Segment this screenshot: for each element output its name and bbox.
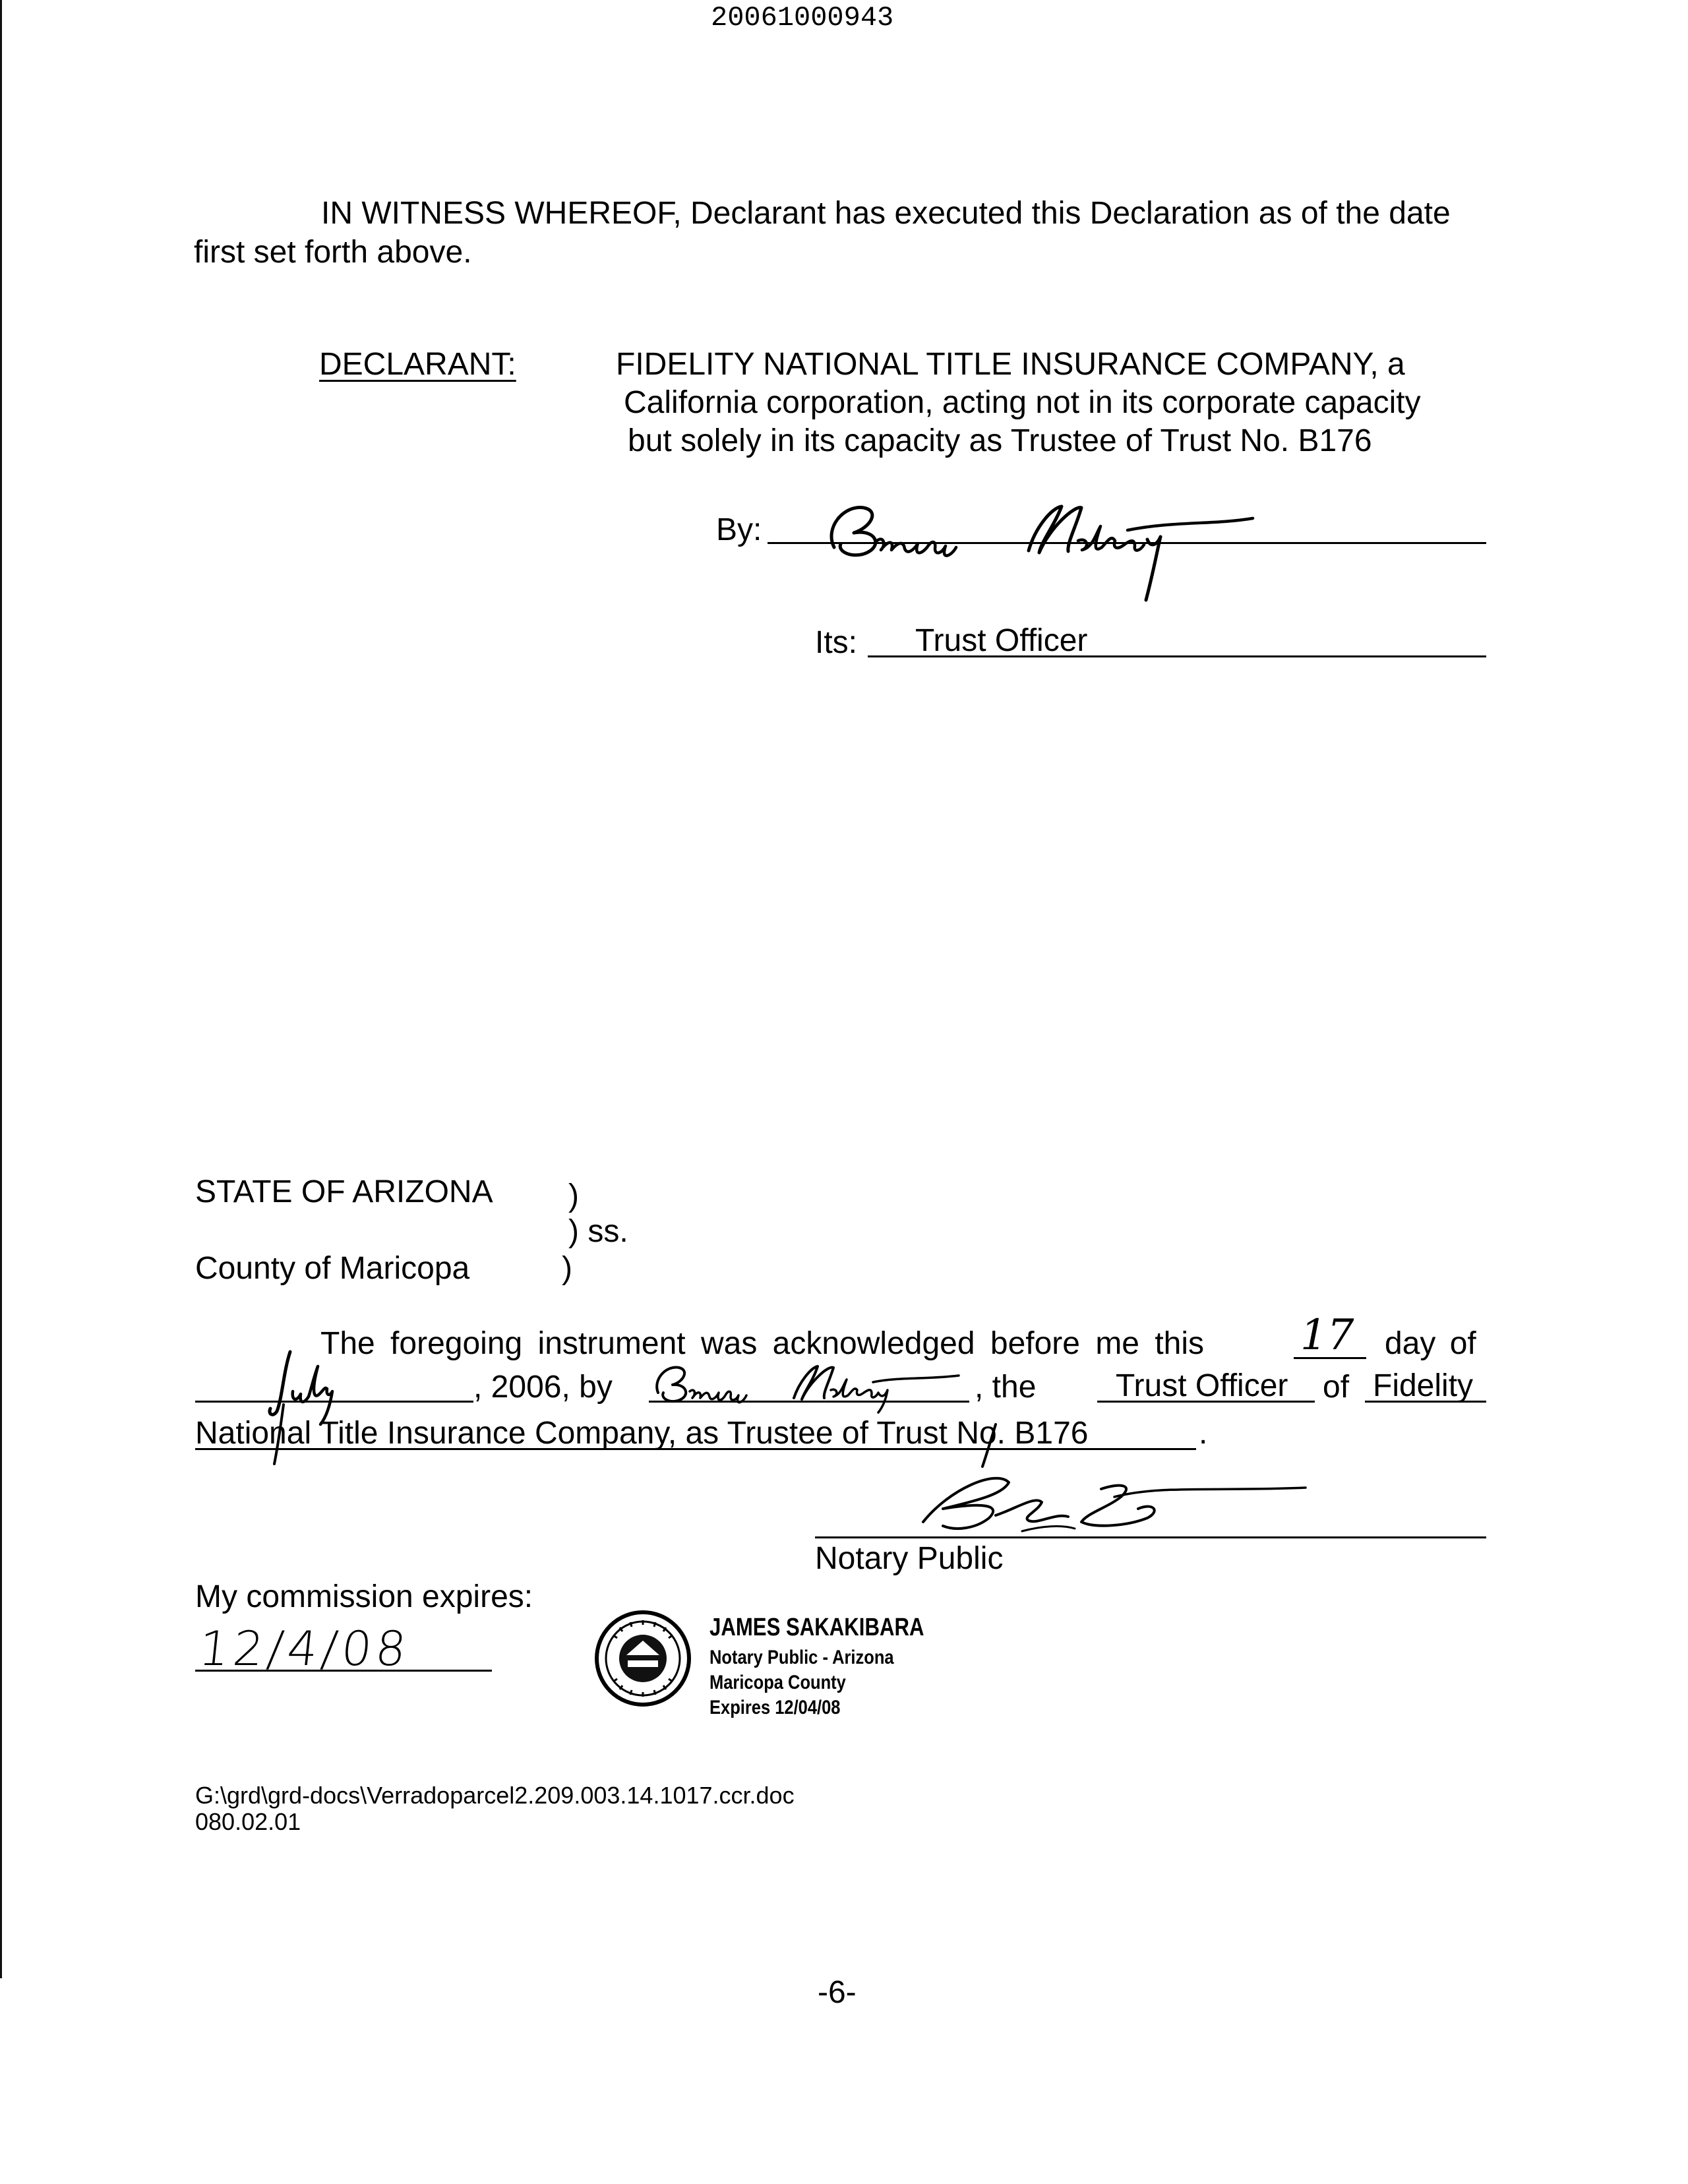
by-label: By: — [716, 512, 762, 547]
declarant-line2: California corporation, acting not in its corporate capacity — [624, 385, 1421, 420]
witness-clause-line1: IN WITNESS WHEREOF, Declarant has executed this Declaration as of the date — [321, 196, 1451, 231]
document-number: 20061000943 — [711, 2, 894, 34]
declarant-line3: but solely in its capacity as Trustee of Trust No. B176 — [628, 423, 1372, 458]
venue-state: STATE OF ARIZONA — [195, 1174, 493, 1209]
commission-date-handwritten: 12/4/08 — [196, 1621, 413, 1676]
ack-line1-end: day of — [1385, 1326, 1476, 1361]
ack-year: , 2006, by — [473, 1370, 613, 1405]
page-number: -6- — [818, 1975, 857, 2010]
venue-paren1: ) — [568, 1178, 579, 1213]
file-code: 080.02.01 — [195, 1808, 301, 1835]
ack-company-start: Fidelity — [1373, 1368, 1474, 1403]
stamp-county: Maricopa County — [709, 1672, 846, 1693]
venue-paren3: ) — [562, 1251, 572, 1286]
day-value-handwritten: 17 — [1300, 1311, 1354, 1360]
arizona-seal-icon — [593, 1609, 692, 1708]
declarant-line1: FIDELITY NATIONAL TITLE INSURANCE COMPANY, a — [616, 347, 1405, 382]
declarant-label: DECLARANT: — [319, 347, 516, 382]
ack-period: . — [1199, 1416, 1208, 1451]
venue-county: County of Maricopa — [195, 1251, 470, 1286]
ack-line1: The foregoing instrument was acknowledged before me this — [320, 1326, 1205, 1361]
ack-of: of — [1323, 1370, 1350, 1405]
stamp-notary-title: Notary Public - Arizona — [709, 1647, 894, 1668]
ack-title-value: Trust Officer — [1116, 1368, 1288, 1403]
stamp-expiration: Expires 12/04/08 — [709, 1697, 841, 1718]
overlapping-pen-strokes — [270, 1398, 1193, 1471]
commission-label: My commission expires: — [195, 1579, 533, 1614]
stamp-notary-name: JAMES SAKAKIBARA — [709, 1614, 924, 1641]
notary-signature-line — [815, 1536, 1486, 1538]
ack-the: , the — [975, 1370, 1037, 1405]
ack-company-rest: National Title Insurance Company, as Trustee of Trust No. B176 — [195, 1416, 1089, 1451]
witness-clause-line2: first set forth above. — [194, 235, 472, 270]
file-path: G:\grd\grd-docs\Verradoparcel2.209.003.14.1017.ccr.doc — [195, 1782, 795, 1809]
scan-edge — [0, 0, 2, 1978]
notary-public-label: Notary Public — [815, 1541, 1004, 1576]
declarant-signature — [818, 488, 1292, 607]
its-value: Trust Officer — [915, 623, 1088, 658]
venue-ss: ) ss. — [568, 1214, 628, 1249]
its-label: Its: — [815, 625, 858, 660]
